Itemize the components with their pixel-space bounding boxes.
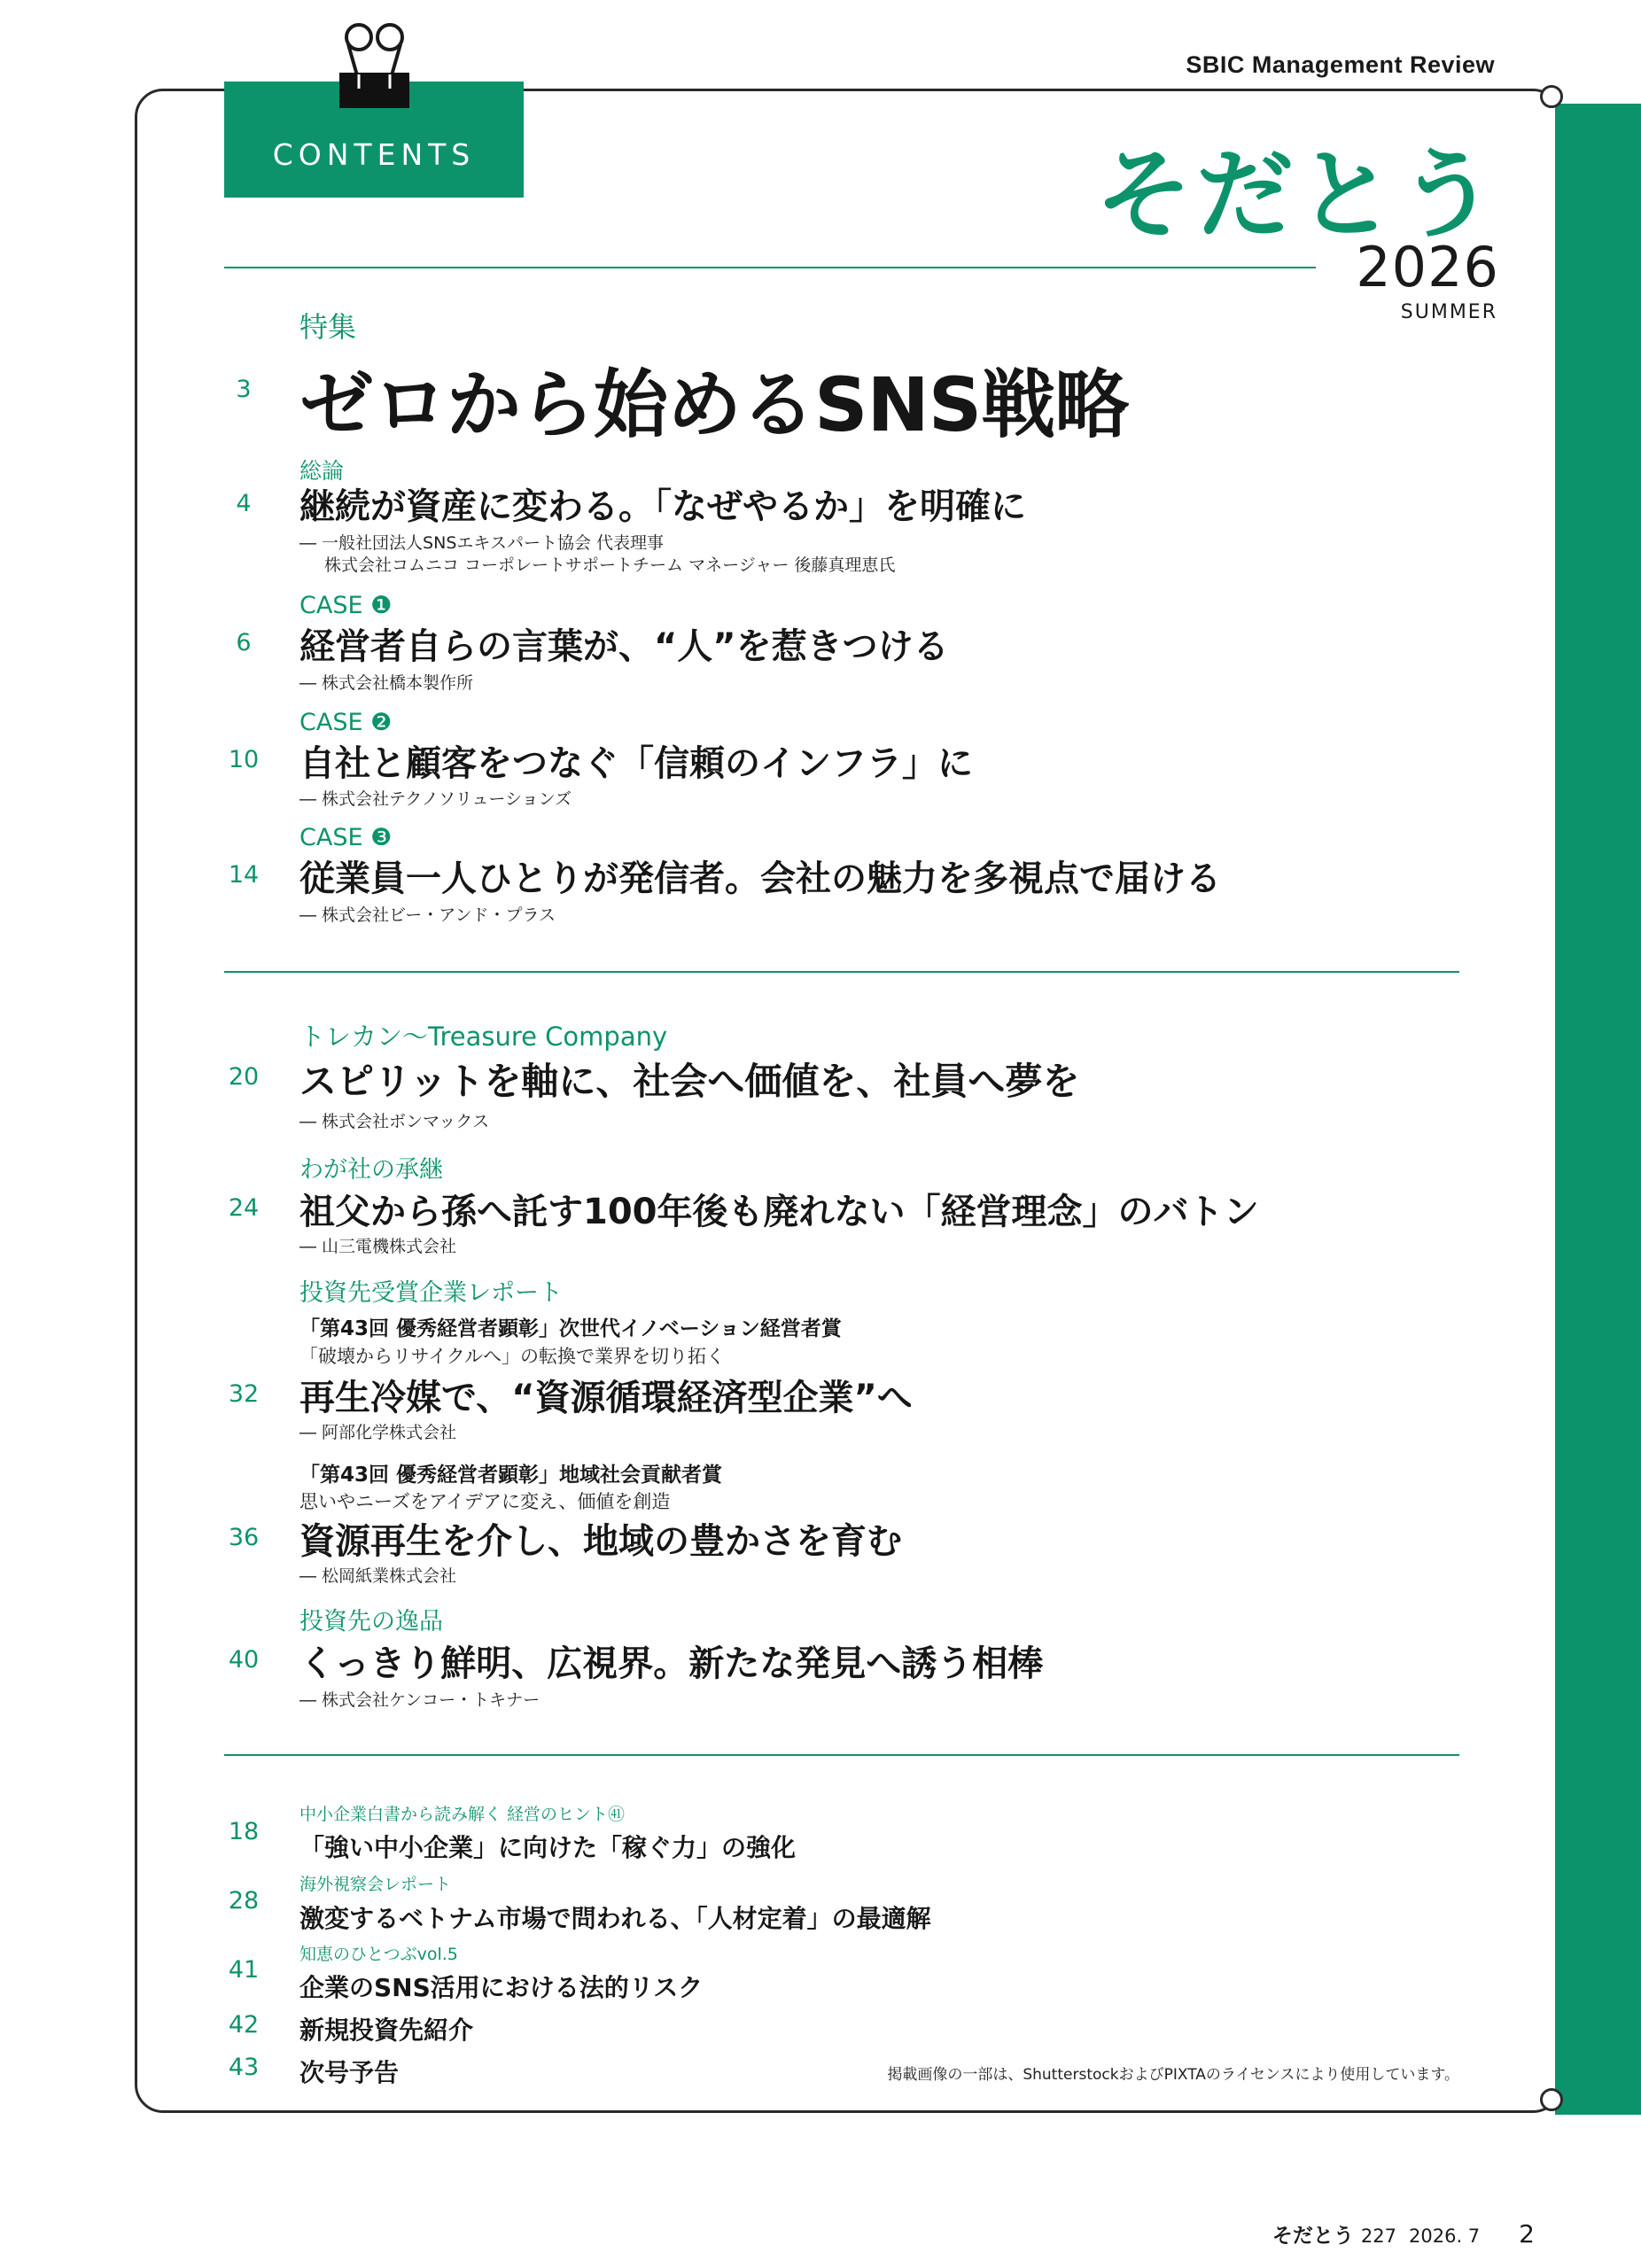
- divider-middle: [224, 971, 1459, 973]
- item-page: 41: [228, 1956, 260, 1984]
- article-page: 10: [228, 746, 260, 773]
- item-title: 「強い中小企業」に向けた「稼ぐ力」の強化: [299, 1833, 797, 1862]
- article-category: 総論: [299, 458, 345, 484]
- item-page: 20: [228, 1063, 260, 1091]
- item-category: わが社の承継: [299, 1156, 443, 1184]
- item-title: 企業のSNS活用における法的リスク: [299, 1973, 704, 2002]
- article-credit: ― 株式会社テクノソリューションズ: [299, 789, 572, 809]
- item-title: スピリットを軸に、社会へ価値を、社員へ夢を: [299, 1060, 1080, 1103]
- award-lead: 「破壊からリサイクルへ」の転換で業界を切り拓く: [299, 1346, 726, 1367]
- feature-label: 特集: [299, 310, 357, 344]
- award-report-label: 投資先受賞企業レポート: [299, 1279, 563, 1307]
- footer-date: 2026. 7: [1409, 2225, 1481, 2247]
- image-license-notice: 掲載画像の一部は、ShutterstockおよびPIXTAのライセンスにより使用しています。: [887, 2066, 1459, 2084]
- item-page: 40: [228, 1646, 260, 1674]
- item-category: 中小企業白書から読み解く 経営のヒント㊶: [299, 1805, 626, 1824]
- item-credit: ― 株式会社ケンコー・トキナー: [299, 1690, 541, 1710]
- award-name: 「第43回 優秀経営者顕彰」次世代イノベーション経営者賞: [299, 1317, 842, 1340]
- binder-clip-icon: [332, 19, 416, 108]
- issue-year: 2026: [1356, 235, 1499, 299]
- divider-top: [224, 267, 1316, 268]
- item-title: 祖父から孫へ託す100年後も廃れない「経営理念」のバトン: [299, 1192, 1259, 1232]
- feature-title: ゼロから始めるSNS戦略: [299, 361, 1129, 448]
- award-page: 32: [228, 1380, 260, 1408]
- item-page: 43: [228, 2054, 260, 2081]
- award-title: 再生冷媒で、“資源循環経済型企業”へ: [299, 1378, 913, 1418]
- article-category: CASE ❶: [299, 592, 393, 619]
- article-credit: ― 一般社団法人SNSエキスパート協会 代表理事: [299, 533, 665, 553]
- article-page: 14: [228, 861, 260, 889]
- article-page: 4: [236, 490, 252, 517]
- article-credit: ― 株式会社橋本製作所: [299, 673, 474, 693]
- frame-notch-bottom: [1540, 2088, 1563, 2111]
- item-title: 新規投資先紹介: [299, 2016, 474, 2045]
- article-category: CASE ❷: [299, 709, 393, 736]
- item-category: 知恵のひとつぶvol.5: [299, 1945, 458, 1964]
- item-credit: ― 株式会社ボンマックス: [299, 1112, 490, 1131]
- item-category: トレカン〜Treasure Company: [299, 1021, 668, 1052]
- publication-name: SBIC Management Review: [1186, 51, 1495, 78]
- article-title: 従業員一人ひとりが発信者。会社の魅力を多視点で届ける: [299, 858, 1221, 899]
- green-side-bar: [1555, 104, 1641, 2115]
- article-title: 経営者自らの言葉が、“人”を惹きつける: [299, 626, 949, 667]
- item-credit: ― 山三電機株式会社: [299, 1237, 457, 1256]
- issue-season: SUMMER: [1400, 301, 1497, 323]
- article-credit-line-2: 株式会社コムニコ コーポレートサポートチーム マネージャー 後藤真理恵氏: [324, 555, 896, 575]
- award-credit: ― 阿部化学株式会社: [299, 1423, 457, 1442]
- article-title: 自社と顧客をつなぐ「信頼のインフラ」に: [299, 743, 973, 784]
- footer-magazine: そだとう: [1272, 2225, 1354, 2248]
- footer-issue: 227: [1360, 2225, 1397, 2247]
- contents-tab-label: CONTENTS: [272, 137, 476, 172]
- frame-notch-top: [1540, 85, 1563, 108]
- item-title: くっきり鮮明、広視界。新たな発見へ誘う相棒: [299, 1643, 1044, 1684]
- item-page: 42: [228, 2011, 260, 2039]
- item-category: 投資先の逸品: [299, 1608, 443, 1635]
- item-page: 28: [228, 1887, 260, 1915]
- magazine-title: そだとう: [1095, 138, 1499, 252]
- divider-bottom: [224, 1754, 1459, 1756]
- award-name: 「第43回 優秀経営者顕彰」地域社会貢献者賞: [299, 1464, 723, 1487]
- award-page: 36: [228, 1524, 260, 1551]
- article-title: 継続が資産に変わる。「なぜやるか」を明確に: [299, 486, 1026, 527]
- award-credit: ― 松岡紙業株式会社: [299, 1566, 457, 1586]
- item-page: 18: [228, 1818, 260, 1845]
- item-title: 激変するベトナム市場で問われる、「人材定着」の最適解: [299, 1904, 931, 1933]
- page-number: 2: [1519, 2219, 1535, 2249]
- award-title: 資源再生を介し、地域の豊かさを育む: [299, 1521, 902, 1562]
- item-page: 24: [228, 1194, 260, 1222]
- article-category: CASE ❸: [299, 824, 393, 851]
- article-page: 6: [236, 629, 252, 656]
- award-lead: 思いやニーズをアイデアに変え、価値を創造: [299, 1491, 671, 1512]
- item-title: 次号予告: [299, 2058, 400, 2087]
- article-credit: ― 株式会社ビー・アンド・プラス: [299, 905, 556, 925]
- page-footer: [1272, 2219, 1535, 2249]
- item-category: 海外視察会レポート: [299, 1875, 452, 1894]
- feature-page: 3: [236, 376, 252, 403]
